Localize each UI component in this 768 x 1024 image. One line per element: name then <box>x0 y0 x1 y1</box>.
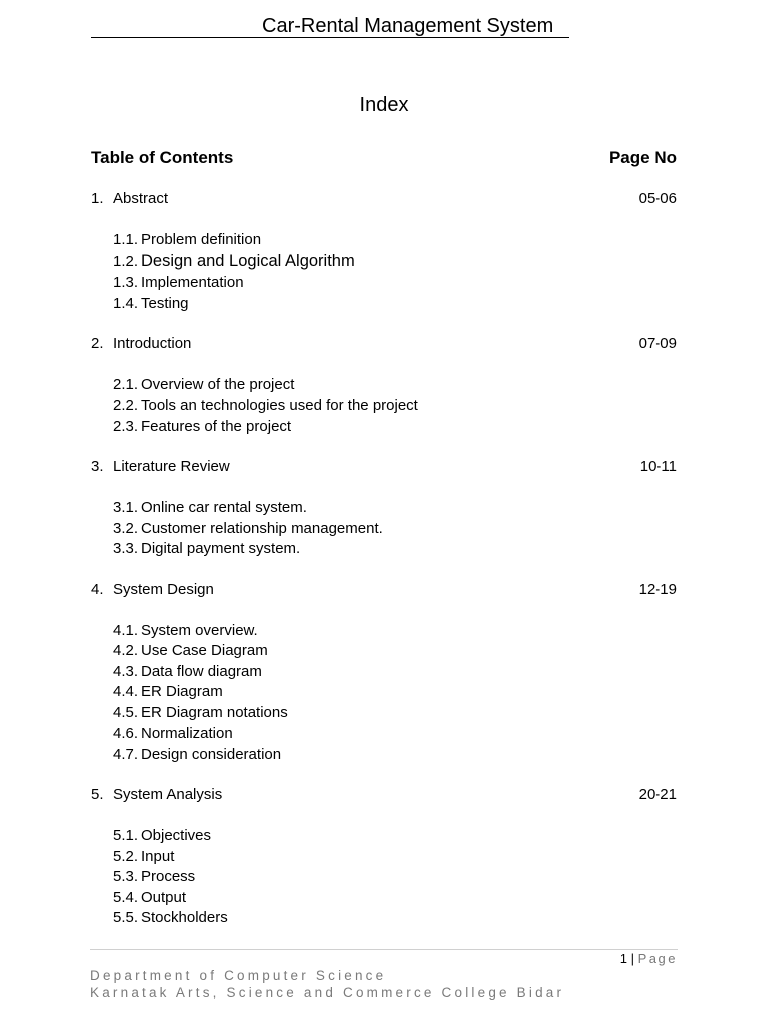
subsection-title: Online car rental system. <box>141 499 307 516</box>
subsection-title: Data flow diagram <box>141 663 262 680</box>
subsection-number: 4.6. <box>113 725 139 742</box>
section-title[interactable]: System Analysis <box>113 786 223 803</box>
subsection-title: Output <box>141 889 187 906</box>
toc-subsection[interactable] <box>113 641 268 661</box>
index-heading: Index <box>359 94 409 116</box>
subsection-title: ER Diagram <box>141 683 223 700</box>
toc-subsection[interactable] <box>113 375 294 395</box>
document-title-text: Car-Rental Management System <box>262 15 554 37</box>
page-no-header: Page No <box>608 148 677 167</box>
page-separator: | <box>630 951 634 966</box>
toc-header <box>91 148 677 168</box>
document-title <box>91 14 569 38</box>
footer-department: Department of Computer Science <box>90 968 387 983</box>
subsection-number: 5.3. <box>113 868 139 885</box>
subsection-number: 3.2. <box>113 520 139 537</box>
subsection-number: 2.2. <box>113 397 139 414</box>
section-title[interactable]: System Design <box>113 581 214 598</box>
subsection-number: 5.5. <box>113 909 139 926</box>
toc-subsection[interactable] <box>113 498 307 518</box>
subsection-title: Process <box>141 868 196 885</box>
toc-subsection[interactable] <box>113 745 281 765</box>
subsection-title: Objectives <box>141 827 212 844</box>
subsection-title: Features of the project <box>141 418 292 435</box>
section-title[interactable]: Abstract <box>113 190 169 207</box>
subsection-number: 4.3. <box>113 663 139 680</box>
toc-subsection[interactable] <box>113 273 244 293</box>
toc-subsection[interactable] <box>113 908 228 928</box>
section-number: 3. <box>91 458 104 475</box>
section-pages: 05-06 <box>638 190 677 207</box>
subsection-title: Problem definition <box>141 231 262 248</box>
subsection-title: Design consideration <box>141 746 282 763</box>
subsection-number: 1.4. <box>113 295 139 312</box>
subsection-number: 5.2. <box>113 848 139 865</box>
subsection-title: Digital payment system. <box>141 540 301 557</box>
page-number-value: 1 <box>619 951 627 966</box>
subsection-title: Implementation <box>141 274 244 291</box>
page-number <box>620 951 678 967</box>
toc-subsection[interactable] <box>113 682 223 702</box>
section-pages: 20-21 <box>638 786 677 803</box>
subsection-number: 3.3. <box>113 540 139 557</box>
section-pages: 12-19 <box>638 581 677 598</box>
toc-subsection[interactable] <box>113 251 355 272</box>
toc-subsection[interactable] <box>113 888 186 908</box>
subsection-number: 4.7. <box>113 746 139 763</box>
footer-divider <box>90 949 678 950</box>
subsection-number: 4.4. <box>113 683 139 700</box>
toc-subsection[interactable] <box>113 847 174 867</box>
toc-subsection[interactable] <box>113 867 195 887</box>
toc-subsection[interactable] <box>113 826 211 846</box>
subsection-number: 1.1. <box>113 231 139 248</box>
toc-subsection[interactable] <box>113 519 383 539</box>
section-title[interactable]: Literature Review <box>113 458 230 475</box>
section-number: 2. <box>91 335 104 352</box>
subsection-number: 2.1. <box>113 376 139 393</box>
subsection-title: Input <box>141 848 175 865</box>
toc-subsection[interactable] <box>113 724 233 744</box>
subsection-title: System overview. <box>141 622 258 639</box>
toc-subsection[interactable] <box>113 662 262 682</box>
toc-subsection[interactable] <box>113 230 261 250</box>
subsection-title: ER Diagram notations <box>141 704 288 721</box>
subsection-number: 1.2. <box>113 253 139 270</box>
section-number: 4. <box>91 581 104 598</box>
section-title[interactable]: Introduction <box>113 335 192 352</box>
section-number: 5. <box>91 786 104 803</box>
subsection-title: Use Case Diagram <box>141 642 268 659</box>
section-pages: 10-11 <box>639 458 677 475</box>
subsection-number: 1.3. <box>113 274 139 291</box>
page-label: Page <box>637 951 678 966</box>
footer-college: Karnatak Arts, Science and Commerce College Bidar <box>90 985 565 1000</box>
subsection-title: Overview of the project <box>141 376 295 393</box>
subsection-number: 4.5. <box>113 704 139 721</box>
section-pages: 07-09 <box>638 335 677 352</box>
toc-subsection[interactable] <box>113 703 288 723</box>
subsection-title: Design and Logical Algorithm <box>141 252 355 270</box>
section-number: 1. <box>91 190 104 207</box>
toc-subsection[interactable] <box>113 396 418 416</box>
toc-subsection[interactable] <box>113 417 291 437</box>
toc-header-label: Table of Contents <box>91 148 234 167</box>
subsection-number: 4.2. <box>113 642 139 659</box>
subsection-number: 2.3. <box>113 418 139 435</box>
toc-subsection[interactable] <box>113 621 258 641</box>
subsection-title: Normalization <box>141 725 233 742</box>
subsection-number: 3.1. <box>113 499 139 516</box>
subsection-title: Tools an technologies used for the project <box>141 397 418 414</box>
subsection-title: Stockholders <box>141 909 228 926</box>
subsection-title: Testing <box>141 295 189 312</box>
toc-subsection[interactable] <box>113 294 189 314</box>
subsection-number: 5.1. <box>113 827 139 844</box>
toc-subsection[interactable] <box>113 539 300 559</box>
subsection-number: 4.1. <box>113 622 139 639</box>
subsection-number: 5.4. <box>113 889 139 906</box>
subsection-title: Customer relationship management. <box>141 520 383 537</box>
